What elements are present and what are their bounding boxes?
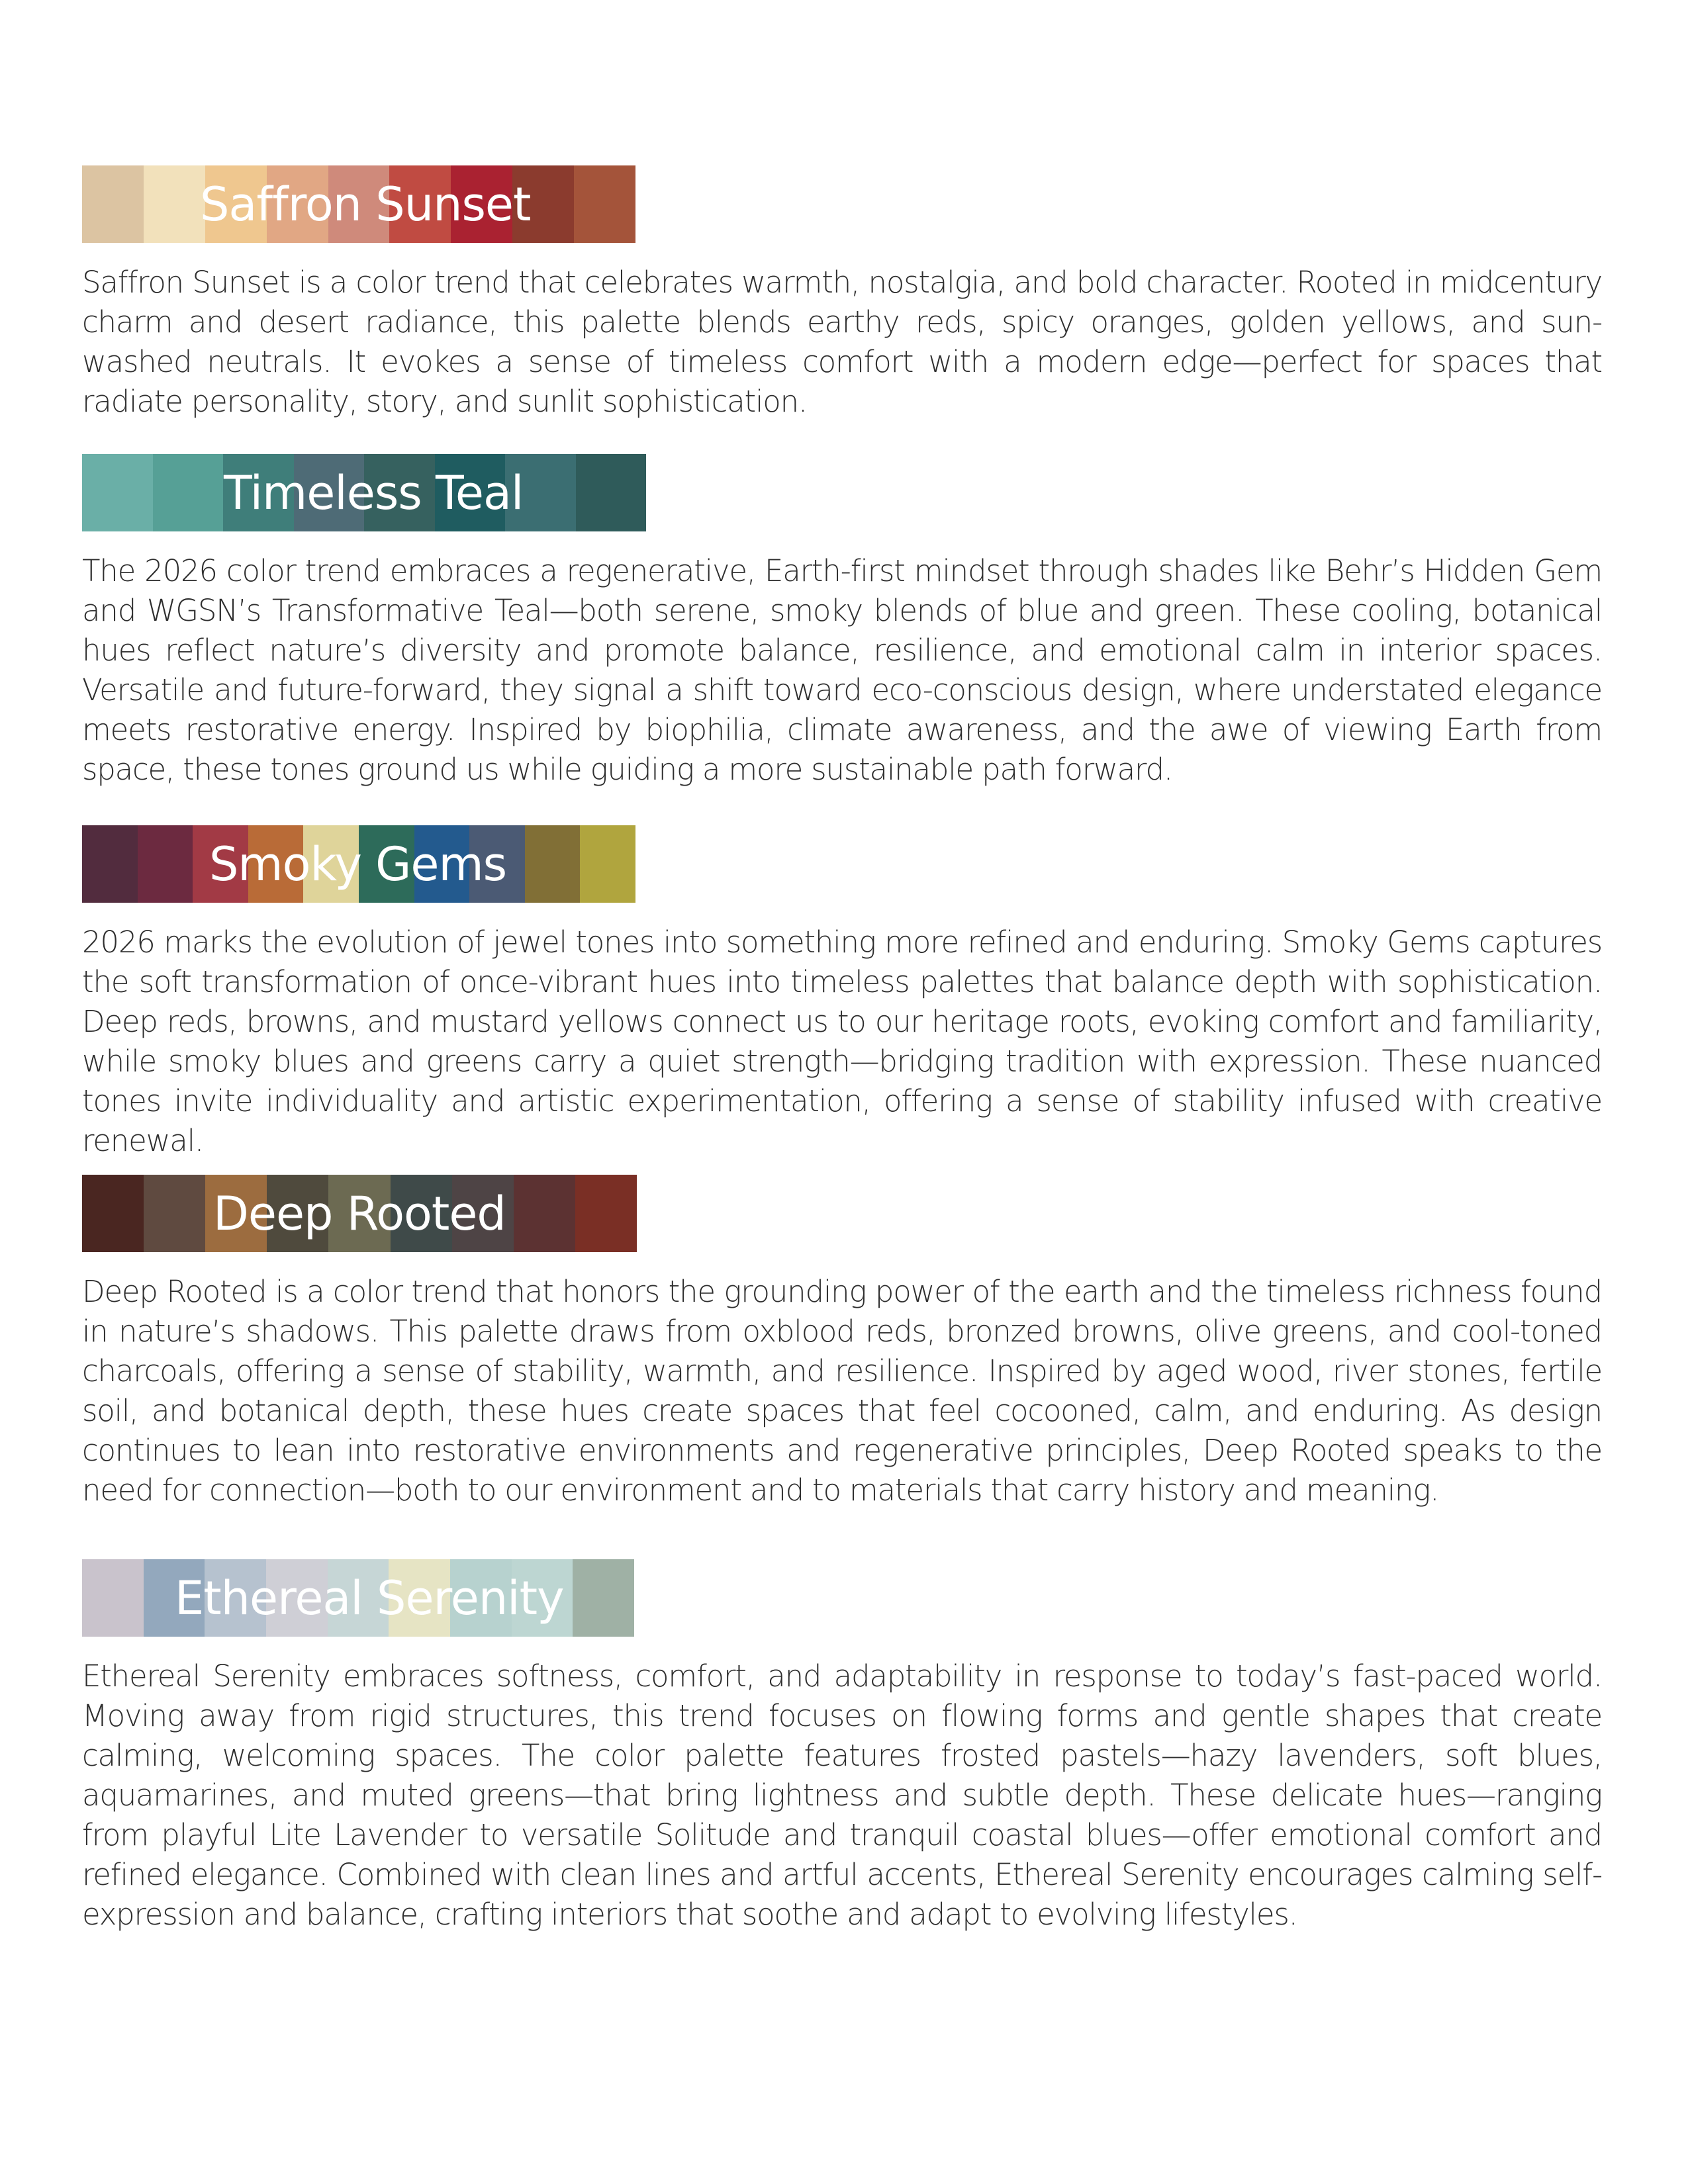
color-swatch: [82, 454, 153, 531]
trend-smoky-gems: [82, 825, 1602, 1161]
trend-title: Deep Rooted: [213, 1186, 506, 1241]
trend-description: The 2026 color trend embraces a regenerative, Earth-first mindset through shades like Behr’s Hidden Gem and WGSN’s Transformative Teal—both serene, smoky blends of blue and green. These cooling, botanical hues reflect nature’s diversity and promote balance, resilience, and emotional calm in interior spaces. Versatile and future-forward, they signal a shift toward eco-conscious design, where understated elegance meets restorative energy. Inspired by biophilia, climate awareness, and the awe of viewing Earth from space, these tones ground us while guiding a more sustainable path forward.: [82, 553, 1602, 787]
color-swatch: [514, 1175, 575, 1252]
palette-banner: [82, 825, 635, 903]
color-swatch: [144, 1175, 205, 1252]
trend-title: Saffron Sunset: [200, 177, 531, 232]
palette-banner: [82, 454, 646, 531]
color-swatch: [82, 825, 138, 903]
color-swatch: [525, 825, 581, 903]
color-swatch: [82, 165, 144, 243]
trend-description: Ethereal Serenity embraces softness, comfort, and adaptability in response to today’s fast-paced world. Moving away from rigid structures, this trend focuses on flowing forms and gentle shapes that create calming, welcoming spaces. The color palette features frosted pastels—hazy lavenders, soft blues, aquamarines, and muted greens—that bring lightness and subtle depth. These delicate hues—ranging from playful Lite Lavender to versatile Solitude and tranquil coastal blues—offer emotional comfort and refined elegance. Combined with clean lines and artful accents, Ethereal Serenity encourages calming self-expression and balance, crafting interiors that soothe and adapt to evolving lifestyles.: [82, 1659, 1602, 1932]
color-swatch: [575, 1175, 637, 1252]
color-swatch: [576, 454, 647, 531]
trend-ethereal-serenity: [82, 1559, 1602, 1934]
trend-saffron-sunset: [82, 165, 1602, 422]
color-swatch: [144, 165, 205, 243]
color-swatch: [153, 454, 224, 531]
color-swatch: [82, 1559, 144, 1637]
color-swatch: [574, 165, 635, 243]
trend-timeless-teal: [82, 454, 1602, 790]
trend-title: Ethereal Serenity: [175, 1570, 564, 1625]
palette-banner: [82, 165, 635, 243]
color-swatch: [82, 1175, 144, 1252]
color-swatch: [580, 825, 635, 903]
trend-description: Saffron Sunset is a color trend that celebrates warmth, nostalgia, and bold character. Rooted in midcentury charm and desert radiance, this palette blends earthy reds, spicy oranges, golden yellows, and sun-washed neutrals. It evokes a sense of timeless comfort with a modern edge—perfect for spaces that radiate personality, story, and sunlit sophistication.: [82, 265, 1602, 419]
trend-title: Timeless Teal: [224, 465, 524, 520]
trend-description: 2026 marks the evolution of jewel tones into something more refined and enduring. Smoky Gems captures the soft transformation of once-vibrant hues into timeless palettes that balance depth with sophistication. Deep reds, browns, and mustard yellows connect us to our heritage roots, evoking comfort and familiarity, while smoky blues and greens carry a quiet strength—bridging tradition with expression. These nuanced tones invite individuality and artistic experimentation, offering a sense of stability infused with creative renewal.: [82, 925, 1602, 1158]
trend-title: Smoky Gems: [209, 837, 507, 891]
palette-banner: [82, 1175, 637, 1252]
trend-description: Deep Rooted is a color trend that honors the grounding power of the earth and the timeless richness found in nature’s shadows. This palette draws from oxblood reds, bronzed browns, olive greens, and cool-toned charcoals, offering a sense of stability, warmth, and resilience. Inspired by aged wood, river stones, fertile soil, and botanical depth, these hues create spaces that feel cocooned, calm, and enduring. As design continues to lean into restorative environments and regenerative principles, Deep Rooted speaks to the need for connection—both to our environment and to materials that carry history and meaning.: [82, 1274, 1602, 1508]
trend-deep-rooted: [82, 1175, 1602, 1510]
palette-banner: [82, 1559, 634, 1637]
color-swatch: [573, 1559, 634, 1637]
color-swatch: [138, 825, 193, 903]
